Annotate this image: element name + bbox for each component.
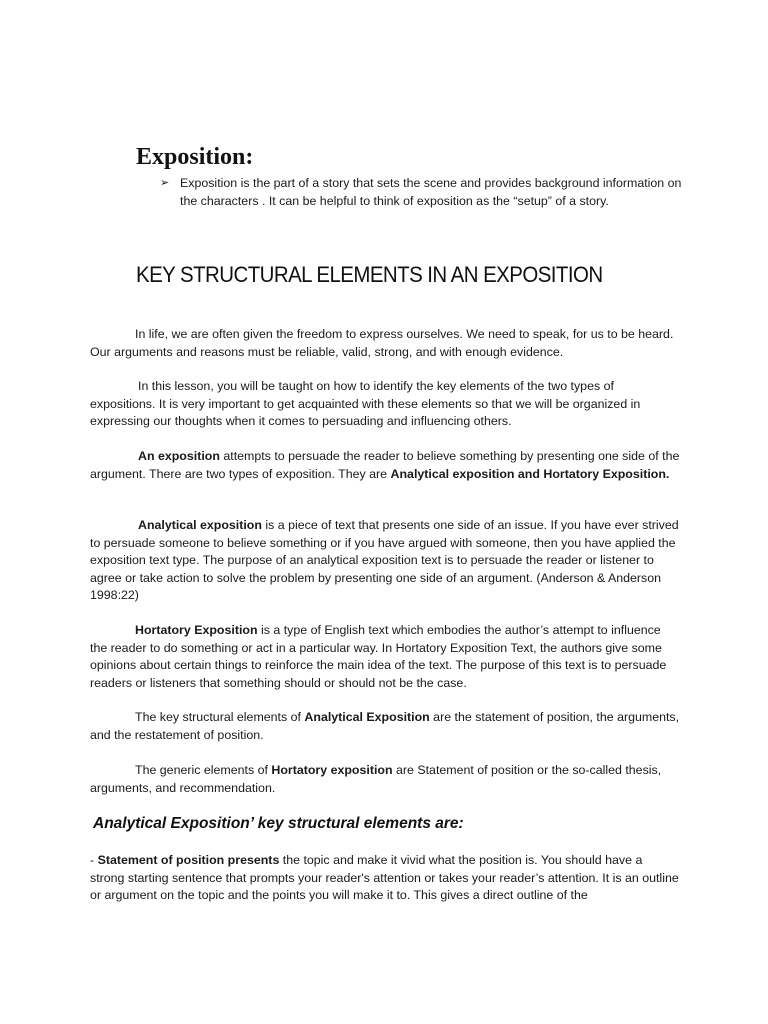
- exposition-bullet: [160, 175, 700, 210]
- paragraph-6-text-a: The key structural elements of: [135, 710, 305, 724]
- paragraph-7-text-a: The generic elements of: [135, 763, 272, 777]
- term-statement-of-position: Statement of position presents: [97, 853, 280, 867]
- main-heading: KEY STRUCTURAL ELEMENTS IN AN EXPOSITION: [136, 262, 603, 287]
- exposition-bullet-text: Exposition is the part of a story that sets the scene and provides background information on the characters . It can be helpful to think of exposition as the “setup” of a story.: [180, 176, 682, 208]
- statement-of-position-paragraph: [90, 852, 680, 905]
- paragraph-5: [90, 622, 680, 692]
- term-analytical-exposition-2: Analytical Exposition: [304, 710, 430, 724]
- statement-text: the topic and make it vivid what the position is. You should have a strong starting sentence that prompts your reader's attention or takes your reader’s attention. It is an outline or argument on the topic and the points you will make it to. This gives a direct outline of the: [90, 853, 679, 903]
- paragraph-1-text: In life, we are often given the freedom to express ourselves. We need to speak, for us to be heard. Our arguments and reasons must be reliable, valid, strong, and with enough evidence.: [90, 327, 674, 359]
- paragraph-7-text-b: are Statement of position or the so-called thesis, arguments, and recommendation.: [90, 763, 662, 795]
- paragraph-4: [90, 517, 680, 605]
- paragraph-5-text: is a type of English text which embodies the author’s attempt to influence the reader to do something or act in a particular way. In Hortatory Exposition Text, the authors give some opinions about certain things to reinforce the main idea of the text. The purpose of this text is to persuade readers or listeners that something should or should not be the case.: [90, 623, 667, 690]
- term-analytical-exposition: Analytical exposition: [138, 518, 262, 532]
- paragraph-2-text: In this lesson, you will be taught on how to identify the key elements of the two types of expositions. It is very important to get acquainted with these elements so that we will be organized in expressing our thoughts when it comes to persuading and influencing others.: [90, 379, 641, 429]
- term-exposition: An exposition: [138, 449, 220, 463]
- paragraph-4-text: is a piece of text that presents one side of an issue. If you have ever strived to persuade someone to believe something or if you have argued with someone, then you have applied the exposition text type. The purpose of an analytical exposition text is to persuade the reader or listener to agree or take action to solve the problem by presenting one side of an argument. (Anderson & Anderson 1998:22): [90, 518, 679, 603]
- paragraph-6: [90, 709, 680, 744]
- term-exposition-types: Analytical exposition and Hortatory Exposition.: [390, 466, 670, 481]
- paragraph-3-text: attempts to persuade the reader to believe something by presenting one side of the argument. There are two types of exposition. They are: [90, 449, 680, 481]
- arrow-bullet-icon: ➢: [160, 177, 170, 189]
- term-hortatory-exposition-2: Hortatory exposition: [271, 763, 393, 777]
- term-hortatory-exposition: Hortatory Exposition: [135, 623, 258, 637]
- paragraph-6-text-b: are the statement of position, the arguments, and the restatement of position.: [90, 710, 680, 742]
- dash-marker: -: [90, 853, 98, 867]
- paragraph-3: [90, 448, 680, 483]
- exposition-heading: Exposition:: [136, 144, 254, 170]
- paragraph-7: [90, 762, 680, 797]
- analytical-elements-subheading: Analytical Exposition’ key structural elements are:: [93, 815, 464, 832]
- paragraph-1: [90, 326, 680, 361]
- paragraph-2: [90, 378, 680, 431]
